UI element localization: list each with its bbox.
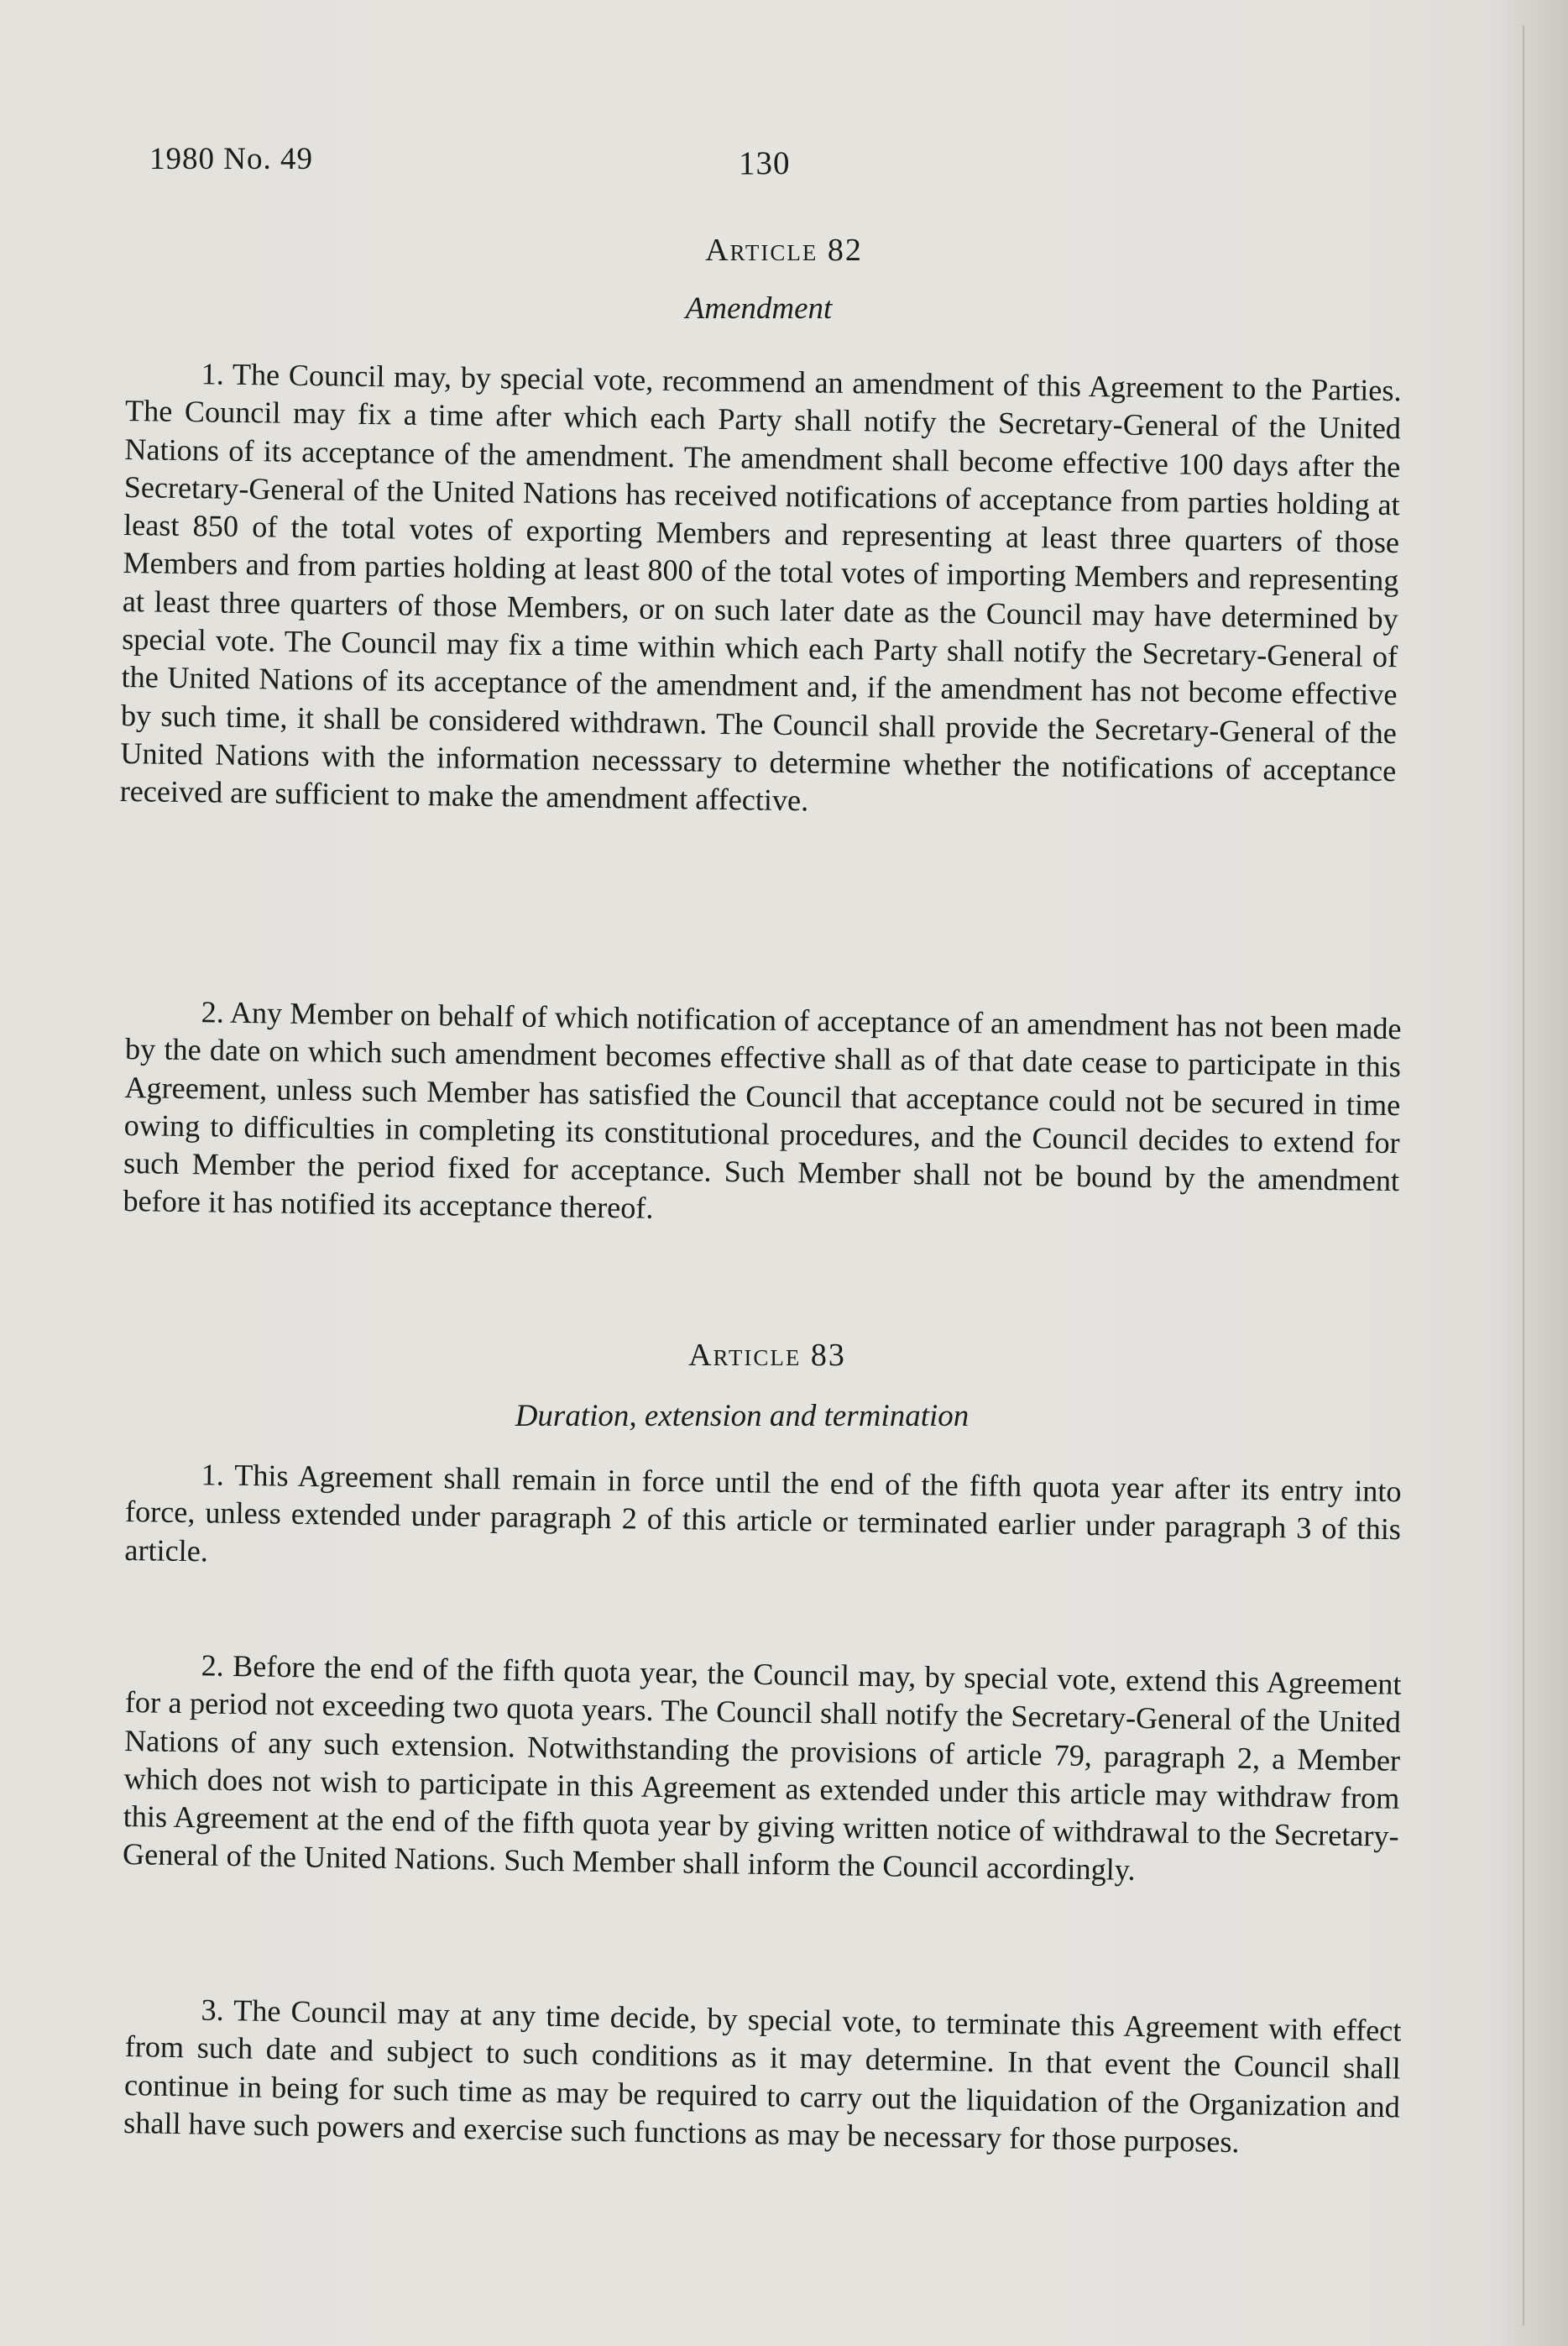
article-83-subtitle: Duration, extension and termination [515, 1399, 970, 1433]
article-82-heading: Article 82 [705, 233, 863, 268]
document-reference: 1980 No. 49 [149, 142, 313, 176]
article-83-heading: Article 83 [688, 1338, 846, 1373]
article-82-paragraph-2: 2. Any Member on behalf of which notification of acceptance of an amendment has not been made by the date on which such amendment becomes effective shall as of that date cease to participate in this Agreement, unless such Member has satisfied the Council that acceptance could not be secured in time owing to difficulties in completing its constitutional procedures, and the Council decides to extend for such Member the period fixed for acceptance. Such Member shall not be bound by the amendment before it has notified its acceptance thereof. [123, 995, 1402, 1226]
article-83-paragraph-2: 2. Before the end of the fifth quota year, the Council may, by special vote, extend this Agreement for a period not exceeding two quota years. The Council shall notify the Secretary-General of the United Nations of any such extension. Notwithstanding the provisions of article 79, paragraph 2, a Member which does not wish to participate in this Agreement as extended under this article may withdraw from this Agreement at the end of the fifth quota year by giving written notice of withdrawal to the Secretary-General of the United Nations. Such Member shall inform the Council accordingly. [122, 1648, 1402, 1888]
article-82-subtitle: Amendment [685, 291, 833, 326]
article-83-paragraph-3: 3. The Council may at any time decide, by special vote, to terminate this Agreement with effect from such date and subject to such conditions as it may determine. In that event the Council shall continue in being for such time as may be required to carry out the liquidation of the Organization and shall have such powers and exercise such functions as may be necessary for those purposes. [123, 1993, 1402, 2160]
article-82-paragraph-1: 1. The Council may, by special vote, recommend an amendment of this Agreement to the Parties. The Council may fix a time after which each Party shall notify the Secretary-General of the United Nations of its acceptance of the amendment. The amendment shall become effective 100 days after the Secretary-General of the United Nations has received notifications of acceptance from parties holding at least 850 of the total votes of exporting Members and representing at least three quarters of those Members and from parties holding at least 800 of the total votes of importing Members and representing at least three quarters of those Members, or on such later date as the Council may have determined by special vote. The Council may fix a time within which each Party shall notify the Secretary-General of the United Nations of its acceptance of the amendment and, if the amendment has not become effective by such time, it shall be considered withdrawn. The Council shall provide the Secretary-General of the United Nations with the information necesssary to determine whether the notifications of acceptance received are sufficient to make the amendment affective. [119, 357, 1402, 818]
page-number: 130 [739, 145, 791, 181]
article-83-paragraph-1: 1. This Agreement shall remain in force until the end of the fifth quota year after its entry into force, unless extended under paragraph 2 of this article or terminated earlier under paragraph 3 of this article. [124, 1458, 1402, 1568]
page-binding-edge [1501, 0, 1568, 2346]
binding-line [1523, 25, 1524, 2326]
